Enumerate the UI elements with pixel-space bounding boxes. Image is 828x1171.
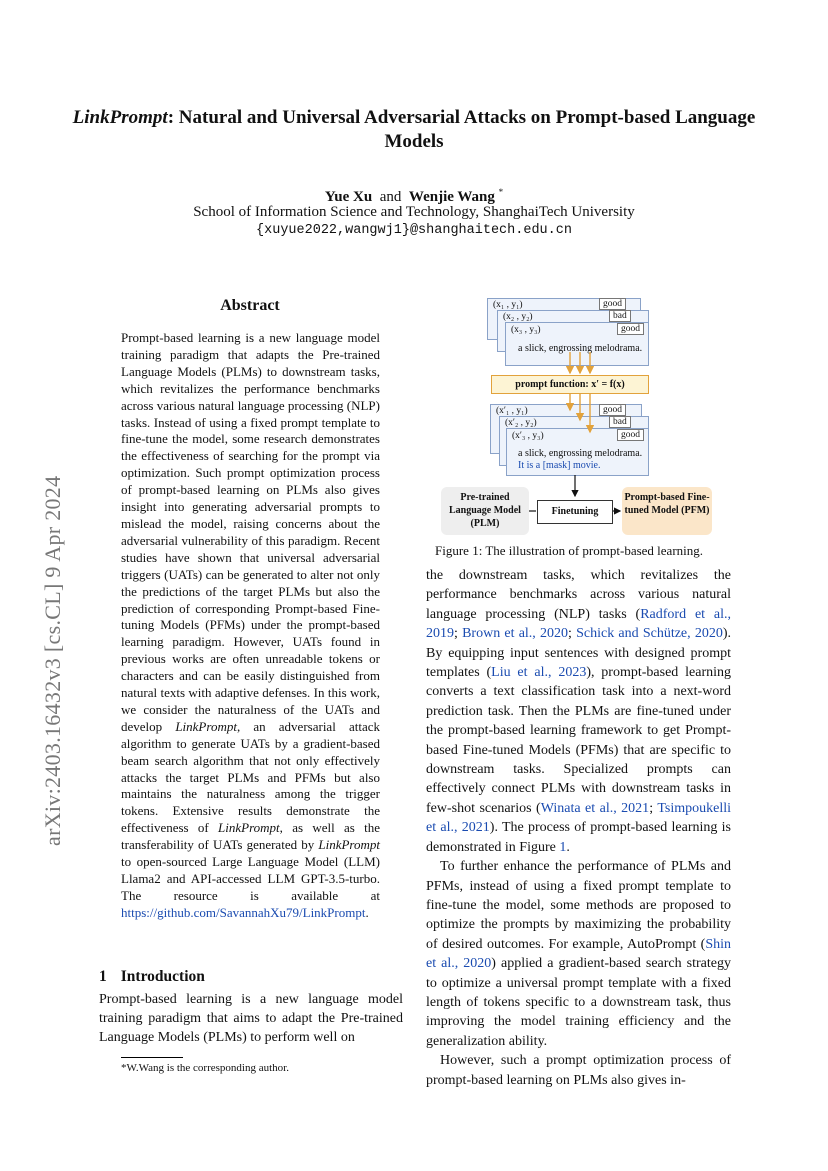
label-tag: bad — [609, 416, 631, 428]
label-tag: bad — [609, 310, 631, 322]
text: ; — [568, 626, 577, 642]
arxiv-id: arXiv:2403.16432v3 [cs.CL] 9 Apr 2024 — [40, 475, 65, 846]
plm-box: Pre-trained Language Model (PLM) — [441, 487, 529, 535]
pair-label: (x′₂ , y₂) — [505, 418, 537, 428]
finetuning-box: Finetuning — [537, 500, 613, 524]
sample-sentence: a slick, engrossing melodrama. — [518, 343, 643, 354]
pair-label: (x′₁ , y₁) — [496, 406, 528, 416]
author-and: and — [379, 189, 402, 205]
label-tag: good — [599, 298, 626, 310]
section-title: Introduction — [120, 968, 205, 985]
footnote: *W.Wang is the corresponding author. — [121, 1062, 289, 1074]
prompt-function-box: prompt function: x′ = f(x) — [491, 375, 649, 394]
abstract-text: , an adversarial attack algorithm to generate UATs by a gradient-based beam search algorithm that not only effectively attacks the target PLMs and PFMs but also maintains the naturalness among the trigger tokens. Extensive results demonstrate the effectiveness of — [121, 718, 380, 836]
paragraph: However, such a prompt optimization process of prompt-based learning on PLMs also gives in- — [426, 1053, 731, 1088]
right-column — [426, 566, 731, 1090]
affiliation: School of Information Science and Technology, ShanghaiTech University — [193, 204, 635, 220]
text: ). By equipping input sentences with designed prompt templates ( — [426, 626, 732, 681]
footnote-rule — [121, 1057, 183, 1058]
citation[interactable]: Schick and Schütze, 2020 — [576, 626, 723, 642]
abstract-body — [121, 330, 380, 922]
sample-sentence: a slick, engrossing melodrama. — [518, 448, 643, 459]
section-heading — [99, 968, 219, 986]
method-name: LinkPrompt — [218, 820, 280, 836]
citation[interactable]: Brown et al., 2020 — [462, 626, 569, 642]
email: {xuyue2022,wangwj1}@shanghaitech.edu.cn — [256, 223, 572, 238]
pair-label: (x₁ , y₁) — [493, 300, 523, 310]
text: ) applied a gradient-based search strategy to optimize a universal prompt template with a fixed length of tokens specific to a downstream task, thus improving the model training efficiency and the generalization ability. — [426, 956, 731, 1049]
pair-label: (x₂ , y₂) — [503, 312, 533, 322]
text: the downstream tasks, which revitalizes the performance benchmarks across various natural language processing (NLP) tasks ( — [426, 568, 731, 622]
label-tag: good — [617, 429, 644, 441]
figure-caption: Figure 1: The illustration of prompt-based learning. — [435, 543, 704, 558]
prompt-template: It is a [mask] movie. — [518, 460, 601, 471]
github-link[interactable]: https://github.com/SavannahXu79/LinkPrompt — [121, 904, 366, 920]
pair-label: (x′₃ , y₃) — [512, 431, 544, 441]
paragraph — [426, 566, 731, 857]
citation[interactable]: Tsimpoukelli et al., 2021 — [426, 800, 731, 836]
author-mark: * — [498, 187, 504, 197]
intro-text: Prompt-based learning is a new language model training paradigm that aims to adapt the Pre-trained Language Models (PLMs) to perform well on — [99, 992, 403, 1046]
pfm-box: Prompt-based Fine-tuned Model (PFM) — [622, 487, 712, 535]
label-tag: good — [617, 323, 644, 335]
abstract-text: . — [365, 904, 369, 920]
paper-title — [60, 106, 768, 154]
title-rest: : Natural and Universal Adversarial Attacks on Prompt-based Language Models — [167, 107, 756, 152]
text: ; — [649, 800, 658, 816]
paragraph — [426, 857, 731, 1051]
abstract-text: Prompt-based learning is a new language model training paradigm that adapts the Pre-trained Language Models (PLMs) to downstream tasks, which revitalizes the performance benchmarks across various natural language processing (NLP) tasks. Instead of using a fixed prompt template to fine-tune the model, some research demonstrates the effectiveness of searching for the prompt via optimization. Such prompt optimization process of prompt-based learning on PLMs also gives insight into generating adversarial prompts to mislead the model, raising concerns about the adversarial vulnerability of this paradigm. Recent studies have shown that universal adversarial triggers (UATs) can be generated to alter not only the predictions of the target PLMs but also the prediction of corresponding Prompt-based Fine-tuning Models (PFMs) under the prompt-based learning paradigm. However, UATs found in previous works are often unreadable tokens or characters and can be easily distinguished from natural texts with adaptive defenses. In this work, we consider the naturalness of the UATs and develop — [121, 330, 380, 734]
title-italic: LinkPrompt — [72, 107, 168, 128]
text: To further enhance the performance of PLMs and PFMs, instead of using a fixed prompt template to fine-tune the model, some methods are proposed to optimize the prompts by maximizing the probability of desired outcomes. For example, AutoPrompt ( — [426, 859, 731, 952]
citation[interactable]: Winata et al., 2021 — [540, 800, 650, 816]
text: ). The process of prompt-based learning is demonstrated in Figure — [426, 820, 731, 855]
text: . — [566, 839, 570, 855]
label-tag: good — [599, 404, 626, 416]
text: ; — [454, 626, 463, 642]
citation[interactable]: Liu et al., 2023 — [491, 665, 587, 681]
abstract-text: , as well as the transferability of UATs generated by — [121, 820, 380, 853]
method-name: LinkPrompt — [175, 718, 237, 734]
figure-ref[interactable]: 1 — [559, 839, 567, 855]
abstract-text: to open-sourced Large Language Model (LLM) Llama2 and API-accessed LLM GPT-3.5-turbo. The resource is available at — [121, 854, 380, 903]
section-number: 1 — [99, 968, 107, 985]
author-2: Wenjie Wang — [408, 189, 495, 205]
arxiv-sidebar — [22, 376, 65, 846]
method-name: LinkPrompt — [318, 837, 380, 853]
pair-label: (x₃ , y₃) — [511, 325, 541, 335]
citation[interactable]: Shin et al., 2020 — [426, 936, 731, 972]
abstract-heading: Abstract — [220, 297, 280, 314]
author-1: Yue Xu — [324, 189, 373, 205]
citation[interactable]: Radford et al., 2019 — [426, 606, 731, 642]
text: ), prompt-based learning converts a text classification task into a next-word prediction task. Then the PLMs are fine-tuned under the prompt-based learning framework to get Prompt-based Fine-tuned Models (PFMs) that are specific to downstream tasks. Specialized prompts can effectively connect PLMs with downstream tasks in few-shot scenarios ( — [426, 665, 731, 816]
